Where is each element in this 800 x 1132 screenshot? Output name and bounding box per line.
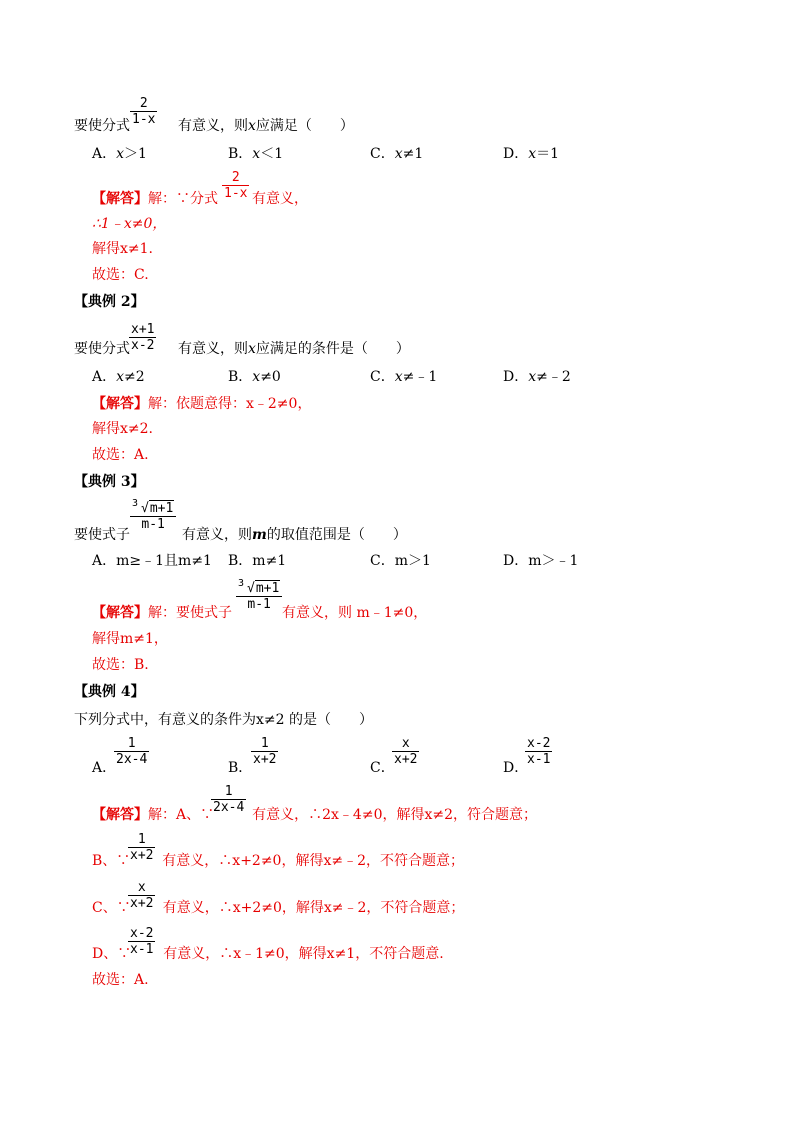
q4-answer-final: 故选：A. [92, 972, 149, 988]
q3-radical-fraction: 3 √m+1 m-1 [130, 501, 176, 532]
q4-answer-c-fraction: $\frac{x}{x+2}$ [130, 880, 154, 911]
q4-option-b-label[interactable]: B． [228, 760, 253, 776]
q4-answer-c: C、∵ 有意义，∴x+2≠0，解得x≠﹣2，不符合题意； [92, 900, 465, 916]
q3-answer-radical-fraction: 3 √m+1 m-1 [236, 581, 282, 612]
q4-option-a-fraction[interactable]: $\frac{1}{2x-4}$ [116, 736, 148, 767]
q3-heading: 【典例 3】 [74, 474, 145, 490]
q3-option-c[interactable]: C．m＞1 [370, 553, 431, 569]
q2-option-b[interactable]: B．x≠0 [228, 369, 281, 385]
q3-option-d[interactable]: D．m＞﹣1 [503, 553, 579, 569]
cube-root-symbol: 3 √m+1 [132, 498, 174, 516]
q2-stem: 要使分式 有意义，则x应满足的条件是（ ） [74, 341, 410, 357]
q1-answer-line4: 故选：C. [92, 267, 149, 283]
q2-option-a[interactable]: A．x≠2 [92, 369, 145, 385]
q4-option-d-fraction[interactable]: $\frac{x-2}{x-1}$ [527, 736, 551, 767]
q3-answer-line2: 解得m≠1， [92, 631, 168, 647]
q1-option-d[interactable]: D．x＝1 [503, 146, 560, 162]
q1-stem: 要使分式 有意义，则x应满足（ ） [74, 118, 354, 134]
q1-option-c[interactable]: C．x≠1 [370, 146, 424, 162]
q4-answer-a: 【解答】解：A、∵ 有意义，∴2x﹣4≠0，解得x≠2，符合题意； [92, 807, 538, 823]
q1-option-b[interactable]: B．x＜1 [228, 146, 284, 162]
q4-option-d-label[interactable]: D． [503, 760, 529, 776]
q2-heading: 【典例 2】 [74, 294, 145, 310]
q1-answer-line3: 解得x≠1. [92, 241, 153, 257]
q4-answer-a-fraction: $\frac{1}{2x-4}$ [213, 784, 245, 815]
q1-option-a[interactable]: A．x＞1 [92, 146, 147, 162]
q3-stem: 要使式子 有意义，则m的取值范围是（ ） [74, 527, 407, 543]
q4-answer-d: D、∵ 有意义，∴x﹣1≠0，解得x≠1，不符合题意. [92, 946, 444, 962]
q4-answer-b: B、∵ 有意义，∴x+2≠0，解得x≠﹣2，不符合题意； [92, 853, 464, 869]
q4-answer-b-fraction: $\frac{1}{x+2}$ [130, 832, 154, 863]
q1-answer-line2: ∴1﹣x≠0， [92, 216, 167, 232]
q3-option-b[interactable]: B．m≠1 [228, 553, 287, 569]
q3-option-a[interactable]: A．m≥﹣1且m≠1 [92, 553, 212, 569]
q4-option-c-fraction[interactable]: $\frac{x}{x+2}$ [394, 736, 418, 767]
q4-heading: 【典例 4】 [74, 684, 145, 700]
q2-answer-line3: 故选：A. [92, 447, 149, 463]
q4-answer-d-fraction: $\frac{x-2}{x-1}$ [130, 926, 154, 957]
q2-answer-line2: 解得x≠2. [92, 421, 153, 437]
q1-answer-line1: 【解答】解：∵分式 有意义， [92, 191, 308, 207]
q2-answer-line1: 【解答】解：依题意得：x﹣2≠0， [92, 396, 312, 412]
q1-answer-fraction: $\frac{2}{1-x}$ [224, 170, 248, 201]
q2-option-d[interactable]: D．x≠﹣2 [503, 369, 571, 385]
q4-option-a-label[interactable]: A． [92, 760, 117, 776]
q2-option-c[interactable]: C．x≠﹣1 [370, 369, 438, 385]
q4-option-b-fraction[interactable]: $\frac{1}{x+2}$ [253, 736, 277, 767]
q4-option-c-label[interactable]: C． [370, 760, 395, 776]
cube-root-symbol: 3 √m+1 [238, 578, 280, 596]
q3-answer-line1: 【解答】解：要使式子 有意义，则 m﹣1≠0， [92, 605, 428, 621]
q1-fraction: $\frac{2}{1-x}$ [132, 96, 156, 127]
q3-answer-line3: 故选：B. [92, 657, 149, 673]
q4-stem: 下列分式中，有意义的条件为x≠2 的是（ ） [74, 712, 373, 728]
q2-fraction: $\frac{x+1}{x-2}$ [131, 322, 155, 353]
